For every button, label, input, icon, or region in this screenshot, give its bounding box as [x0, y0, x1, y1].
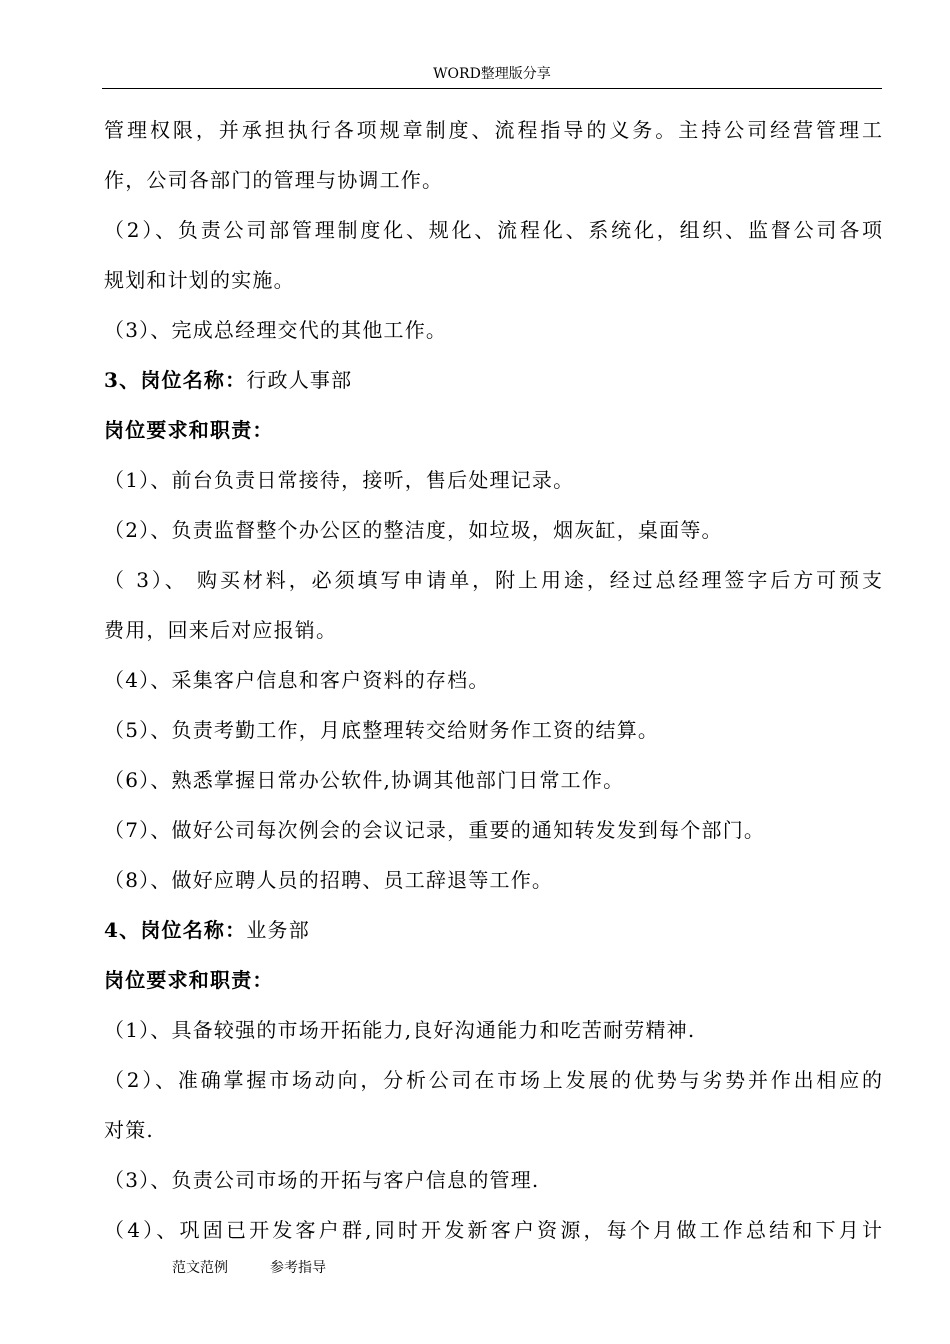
list-item: （6）、熟悉掌握日常办公软件,协调其他部门日常工作。: [104, 768, 625, 792]
list-item: （3）、完成总经理交代的其他工作。: [104, 318, 448, 342]
paragraph-line: 费用，回来后对应报销。: [104, 618, 338, 642]
list-item: （4）、巩固已开发客户群,同时开发新客户资源，每个月做工作总结和下月计: [104, 1218, 882, 1242]
paragraph-line: 作，公司各部门的管理与协调工作。: [104, 168, 444, 192]
list-item: （2）、准确掌握市场动向，分析公司在市场上发展的优势与劣势并作出相应的: [104, 1068, 882, 1092]
paragraph-line: 管理权限，并承担执行各项规章制度、流程指导的义务。主持公司经营管理工: [104, 118, 882, 142]
list-item: （7）、做好公司每次例会的会议记录，重要的通知转发发到每个部门。: [104, 818, 766, 842]
list-item: （1）、具备较强的市场开拓能力,良好沟通能力和吃苦耐劳精神.: [104, 1018, 696, 1042]
header-divider: [102, 88, 882, 89]
list-item: （5）、负责考勤工作，月底整理转交给财务作工资的结算。: [104, 718, 660, 742]
paragraph-line: 对策.: [104, 1118, 154, 1142]
heading-value: 行政人事部: [246, 368, 353, 392]
subheading-requirements: 岗位要求和职责：: [104, 418, 274, 442]
subheading-requirements: 岗位要求和职责：: [104, 968, 274, 992]
list-item: （2）、负责公司部管理制度化、规化、流程化、系统化，组织、监督公司各项: [104, 218, 882, 242]
footer-left-text: 范文范例: [172, 1260, 228, 1276]
page-header: WORD整理版分享: [433, 66, 551, 82]
list-item: （2）、负责监督整个办公区的整洁度，如垃圾，烟灰缸，桌面等。: [104, 518, 723, 542]
list-item: （8）、做好应聘人员的招聘、员工辞退等工作。: [104, 868, 554, 892]
page-footer: [172, 1258, 326, 1278]
section-heading-sales: [104, 905, 882, 955]
list-item: （1）、前台负责日常接待，接听，售后处理记录。: [104, 468, 575, 492]
list-item: （3）、负责公司市场的开拓与客户信息的管理.: [104, 1168, 540, 1192]
list-item: （4）、采集客户信息和客户资料的存档。: [104, 668, 490, 692]
document-body: [104, 105, 882, 1255]
heading-label: 4、岗位名称：: [104, 918, 247, 942]
list-item: （ 3）、 购买材料，必须填写申请单，附上用途，经过总经理签字后方可预支: [104, 568, 882, 592]
section-heading-admin: [104, 355, 882, 405]
paragraph-line: 规划和计划的实施。: [104, 268, 295, 292]
footer-right-text: 参考指导: [270, 1260, 326, 1276]
heading-value: 业务部: [246, 918, 310, 942]
heading-label: 3、岗位名称：: [104, 368, 247, 392]
